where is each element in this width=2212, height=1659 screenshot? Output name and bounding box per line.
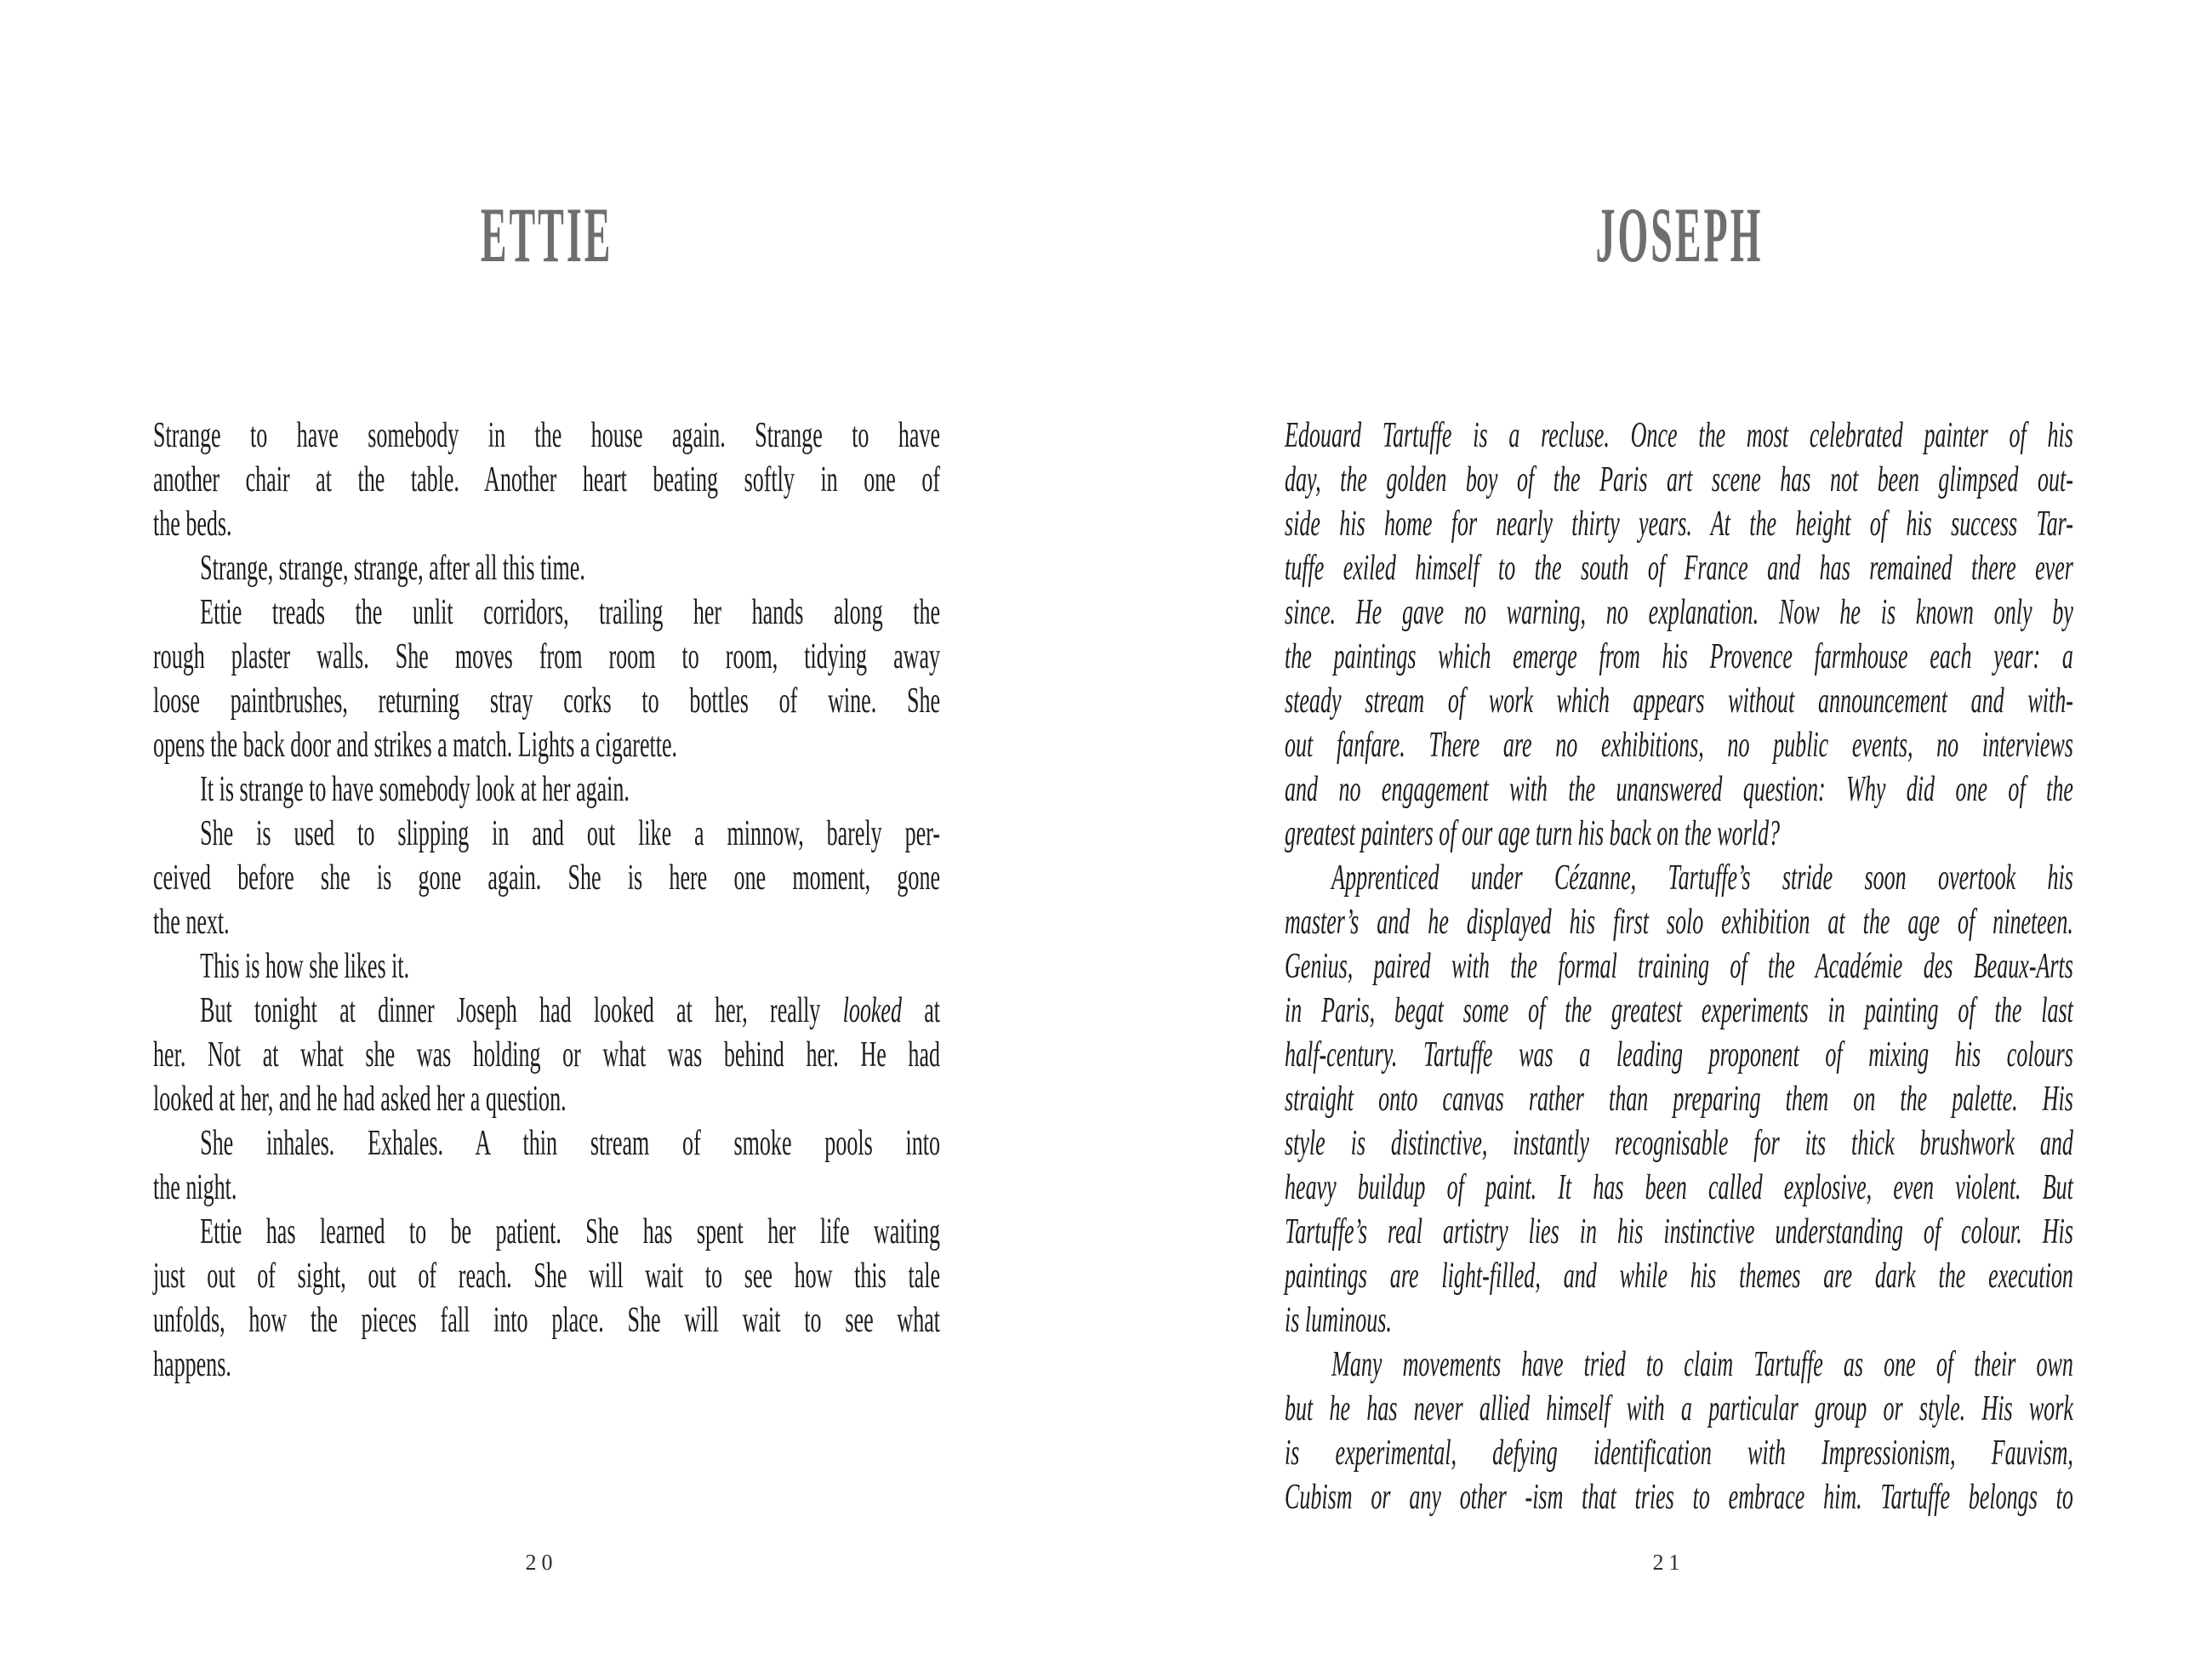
- text-line: day, the golden boy of the Paris art scene has not been glimpsed out-: [1285, 460, 2073, 499]
- text-line: in Paris, begat some of the greatest experiments in painting of the last: [1285, 991, 2073, 1030]
- chapter-heading-joseph: JOSEPH: [1595, 191, 1763, 278]
- page-body-right: [1285, 413, 2073, 1519]
- text-line: her. Not at what she was holding or what was behind her. He had: [153, 1035, 941, 1075]
- text-line: She inhales. Exhales. A thin stream of smoke pools into: [200, 1124, 941, 1163]
- text-line: rough plaster walls. She moves from room to room, tidying away: [153, 637, 941, 676]
- text-line: unfolds, how the pieces fall into place. She will wait to see what: [153, 1301, 941, 1340]
- text-line: greatest painters of our age turn his back on the world?: [1285, 814, 1781, 853]
- text-line: Strange, strange, strange, after all this time.: [200, 549, 585, 588]
- text-line: happens.: [153, 1345, 231, 1384]
- text-line: ceived before she is gone again. She is here one moment, gone: [153, 858, 941, 898]
- text-line: Strange to have somebody in the house again. Strange to have: [153, 416, 941, 455]
- text-line: looked at her, and he had asked her a question.: [153, 1080, 567, 1119]
- text-line: side his home for nearly thirty years. At the height of his success Tar-: [1285, 505, 2073, 544]
- chapter-heading-row-right: [1285, 191, 2073, 278]
- text-line: is luminous.: [1285, 1301, 1392, 1340]
- text-line: Ettie treads the unlit corridors, trailing her hands along the: [200, 593, 941, 632]
- text-line: heavy buildup of paint. It has been called explosive, even violent. But: [1285, 1168, 2073, 1207]
- text-line: out fanfare. There are no exhibitions, no public events, no interviews: [1285, 726, 2073, 765]
- text-line: loose paintbrushes, returning stray corks to bottles of wine. She: [153, 681, 941, 721]
- text-line: straight onto canvas rather than preparing them on the palette. His: [1285, 1080, 2073, 1119]
- text-line: the next.: [153, 903, 230, 942]
- text-line: paintings are light-filled, and while his themes are dark the execution: [1285, 1257, 2073, 1296]
- text-line: Edouard Tartuffe is a recluse. Once the most celebrated painter of his: [1285, 416, 2073, 455]
- text-line: She is used to slipping in and out like a minnow, barely per-: [200, 814, 941, 853]
- text-line: master’s and he displayed his first solo exhibition at the age of nineteen.: [1285, 903, 2073, 942]
- text-line: style is distinctive, instantly recognisable for its thick brushwork and: [1285, 1124, 2073, 1163]
- text-line: and no engagement with the unanswered question: Why did one of the: [1285, 770, 2073, 809]
- text-line: the paintings which emerge from his Provence farmhouse each year: a: [1285, 637, 2073, 676]
- text-line: opens the back door and strikes a match. Lights a cigarette.: [153, 726, 678, 765]
- text-line: is experimental, defying identification with Impressionism, Fauvism,: [1285, 1434, 2073, 1473]
- chapter-heading-row-left: [153, 191, 940, 278]
- text-line: the beds.: [153, 505, 232, 544]
- page-number-right: 21: [1652, 1550, 1685, 1575]
- text-line: Many movements have tried to claim Tartuffe as one of their own: [1331, 1345, 2073, 1384]
- page-body-left: [153, 413, 940, 1387]
- text-line: But tonight at dinner Joseph had looked at her, really looked at: [200, 991, 941, 1030]
- text-line: another chair at the table. Another heart beating softly in one of: [153, 460, 941, 499]
- chapter-heading-ettie: ETTIE: [480, 191, 613, 278]
- page-right: [1106, 0, 2212, 1659]
- text-line: Genius, paired with the formal training of the Académie des Beaux-Arts: [1285, 947, 2073, 986]
- text-line: Ettie has learned to be patient. She has spent her life waiting: [200, 1212, 941, 1251]
- text-line: Cubism or any other -ism that tries to embrace him. Tartuffe belongs to: [1285, 1478, 2073, 1517]
- text-line: This is how she likes it.: [200, 947, 410, 986]
- text-line: just out of sight, out of reach. She will wait to see how this tale: [153, 1257, 941, 1296]
- text-line: since. He gave no warning, no explanation. Now he is known only by: [1285, 593, 2073, 632]
- text-line: steady stream of work which appears without announcement and with-: [1285, 681, 2073, 721]
- text-line: Tartuffe’s real artistry lies in his instinctive understanding of colour. His: [1285, 1212, 2073, 1251]
- text-line: the night.: [153, 1168, 237, 1207]
- text-line: but he has never allied himself with a particular group or style. His work: [1285, 1389, 2073, 1428]
- text-line: half-century. Tartuffe was a leading proponent of mixing his colours: [1285, 1035, 2073, 1075]
- page-number-left: 20: [525, 1550, 558, 1575]
- text-line: tuffe exiled himself to the south of France and has remained there ever: [1285, 549, 2073, 588]
- text-line: It is strange to have somebody look at her again.: [200, 770, 630, 809]
- text-line: Apprenticed under Cézanne, Tartuffe’s stride soon overtook his: [1331, 858, 2073, 898]
